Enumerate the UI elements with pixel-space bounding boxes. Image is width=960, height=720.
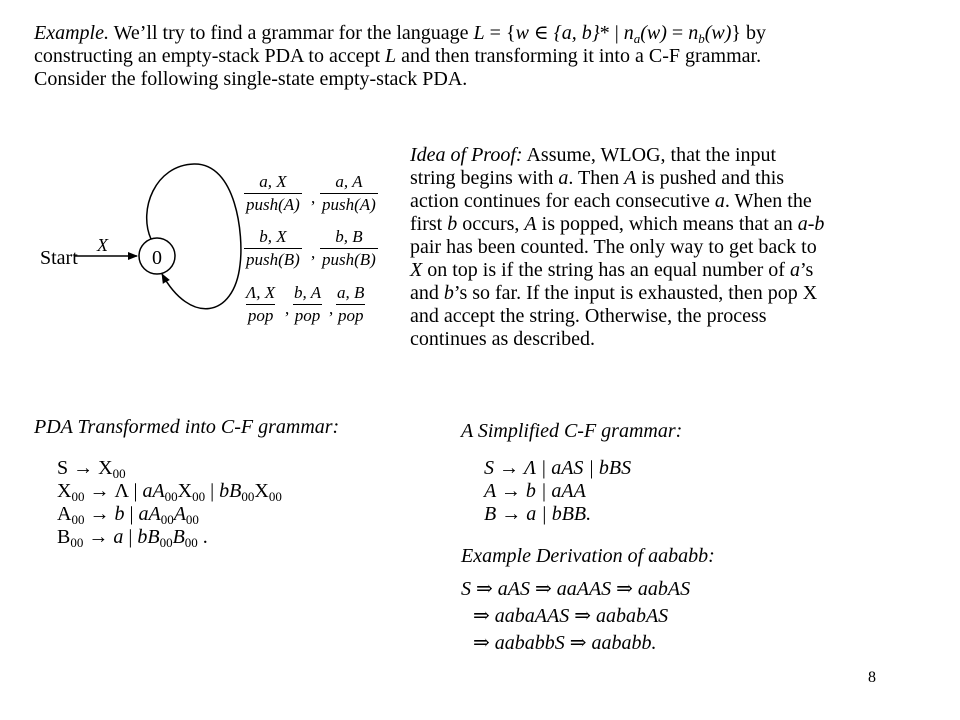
self-loop-arrow [147,164,241,309]
grammar1-title: PDA Transformed into C-F grammar: [34,416,340,438]
transition-label: b, B push(B) [322,227,376,269]
transition-label: a, X push(A) [246,172,300,214]
transition-label: b, X push(B) [246,227,300,269]
derivation [461,578,690,659]
comma: , [311,188,316,207]
grammar1-rule: $X_{00} \to \Lambda$ | $aA_{00}X_{00}$ | $bB_{00}X_{00}$ [57,480,282,504]
derivation-title: Example Derivation of aababb: [461,545,715,567]
example-label: Example. [34,22,109,44]
proof-title: Idea of Proof: [410,144,523,166]
transition-label: b, A pop [294,283,322,325]
intro-paragraph: Example. We’ll try to find a grammar for the language L = {w ∈ {a, b}* | $n_a(w) = n_b(w)$} by constructing an empty-stack PDA to accept L and then transforming it into a C-F grammar. Consider the following single-state empty-stack PDA. [34,22,766,90]
grammar2-rules [484,457,631,526]
grammar1-rule: $S \to X_{00}$ [57,457,126,481]
derivation-line: ⇒ aabaAAS ⇒ aababAS [473,605,669,627]
start-symbol: X [97,235,108,255]
grammar1-rule: $B_{00} \to a$ | $bB_{00}B_{00}$ . [57,526,208,550]
grammar2-rule: B → a | bBB. [484,503,592,525]
state-label: 0 [152,247,162,269]
start-label: Start [40,247,78,269]
grammar1-rule: $A_{00} \to b$ | $aA_{00}A_{00}$ [57,503,199,527]
comma: , [285,299,290,318]
proof-paragraph: Idea of Proof: Assume, WLOG, that the input string begins with a. Then A is pushed and this action continues for each consecutive a. When the first b occurs, A is popped, which means that an a-b pair has been counted. The only way to get back to X on top is if the string has an equal number of a’s and b’s so far. If the input is exhausted, then pop X and accept the string. Otherwise, the process continues as described. [410,144,825,350]
page-number: 8 [868,669,876,686]
derivation-line: ⇒ aababbS ⇒ aababb. [473,632,657,654]
grammar1-rules [57,457,282,549]
grammar2-title: A Simplified C-F grammar: [461,420,683,442]
transition-label: a, A push(A) [322,172,376,214]
derivation-line: S ⇒ aAS ⇒ aaAAS ⇒ aabAS [461,578,691,600]
transition-label: a, B pop [337,283,365,325]
grammar2-rule: S → Λ | aAS | bBS [484,457,632,479]
comma: , [329,299,334,318]
grammar2-rule: A → b | aAA [484,480,586,502]
transition-label: Λ, X pop [246,283,276,325]
comma: , [311,243,316,262]
